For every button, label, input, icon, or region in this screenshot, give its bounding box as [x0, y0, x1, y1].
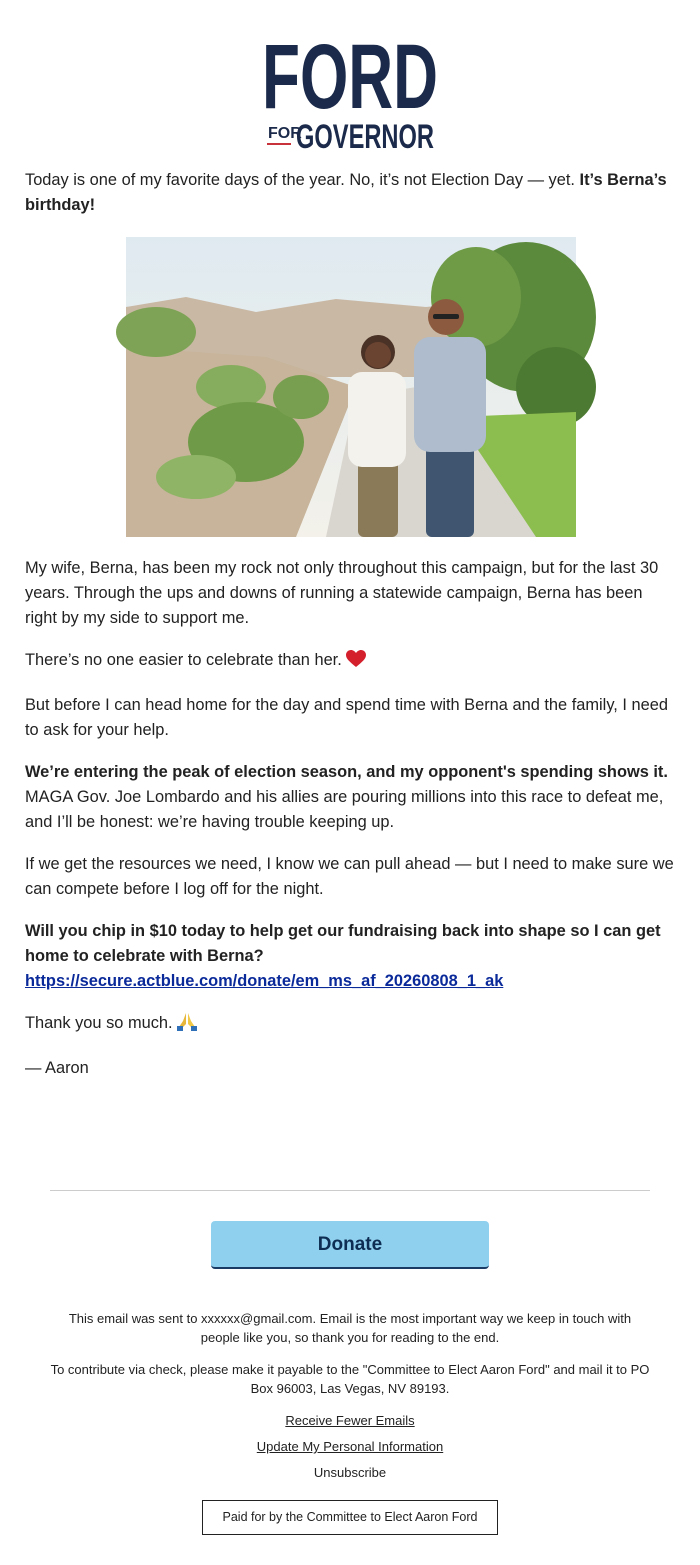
footer-check-info: To contribute via check, please make it payable to the "Committee to Elect Aaron Ford" and mail it to PO Box 96003, Las Vegas, NV 89193. — [50, 1362, 650, 1396]
signoff: — Aaron — [25, 1059, 89, 1077]
paragraph-chip-in — [25, 919, 677, 994]
paragraph-thanks: Thank you so much. — [25, 1011, 677, 1039]
footer — [50, 1309, 650, 1489]
paragraph-peak: We’re entering the peak of election season, and my opponent's spending shows it. MAGA Gov. Joe Lombardo and his allies are pouring millions into this race to defeat me, and I’ll be honest: we’re having trouble keeping up. — [25, 763, 668, 831]
peak-bold: We’re entering the peak of election season, and my opponent's spending shows it. — [25, 763, 668, 781]
photo-container — [25, 237, 677, 537]
paid-for-disclaimer: Paid for by the Committee to Elect Aaron Ford — [202, 1500, 498, 1535]
receive-fewer-emails-link[interactable]: Receive Fewer Emails — [285, 1413, 415, 1428]
footer-sent-to: This email was sent to xxxxxx@gmail.com. Email is the most important way we keep in touch with people like you, so thank you for reading to the end. — [68, 1311, 632, 1345]
intro-paragraph: Today is one of my favorite days of the year. No, it’s not Election Day — yet. It’s Berna’s birthday! — [25, 171, 667, 214]
paragraph-resources: If we get the resources we need, I know we can pull ahead — but I need to make sure we can compete before I log off for the night. — [25, 855, 674, 898]
intro-bold: It’s Berna’s birthday! — [25, 171, 667, 214]
update-info-link[interactable]: Update My Personal Information — [256, 1439, 444, 1454]
logo-accent-line — [267, 143, 291, 145]
paragraph-celebrate: There’s no one easier to celebrate than her. — [25, 648, 677, 676]
unsubscribe-link[interactable]: Unsubscribe — [313, 1465, 387, 1480]
heart-icon — [346, 650, 366, 676]
logo-office: GOVERNOR — [296, 118, 434, 156]
campaign-logo — [0, 26, 700, 159]
paragraph-ask: But before I can head home for the day and spend time with Berna and the family, I need to ask for your help. — [25, 696, 668, 739]
paragraph-rock: My wife, Berna, has been my rock not only throughout this campaign, but for the last 30 years. Through the ups and downs of running a statewide campaign, Berna has been right by my side to support me. — [25, 559, 659, 627]
email-body — [25, 168, 677, 1098]
ford-for-governor-logo — [260, 26, 440, 154]
logo-word: FORD — [262, 26, 438, 128]
donate-button[interactable]: Donate — [211, 1221, 489, 1269]
divider — [50, 1190, 650, 1191]
chip-in-bold: Will you chip in $10 today to help get our fundraising back into shape so I can get home to celebrate with Berna? — [25, 922, 661, 965]
praying-hands-icon — [177, 1011, 197, 1039]
donate-link[interactable]: https://secure.actblue.com/donate/em_ms_af_20260808_1_ak — [25, 972, 504, 990]
logo-for: FOR — [268, 125, 302, 142]
couple-walking-photo — [126, 237, 576, 537]
